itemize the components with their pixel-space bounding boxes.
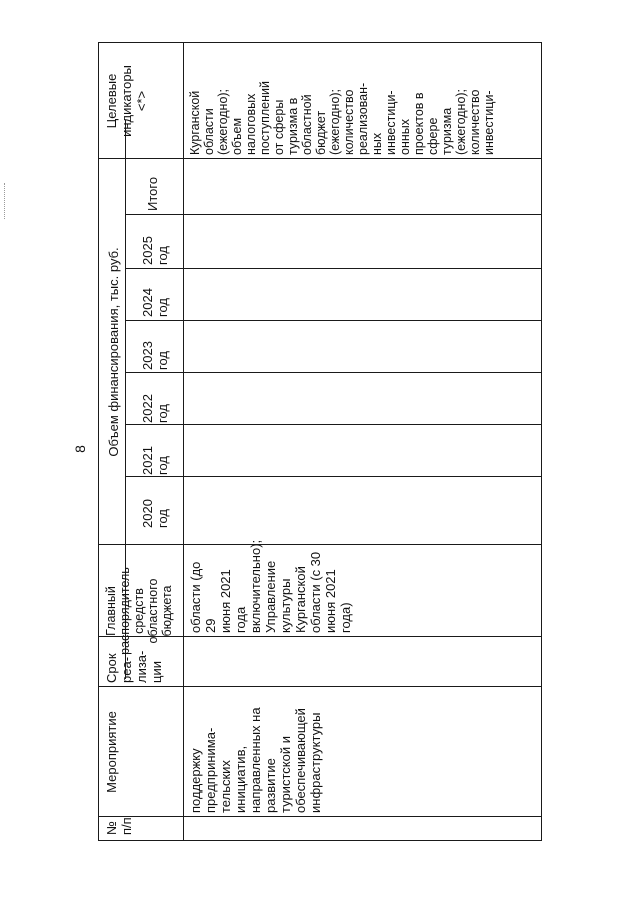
header-num: № п/п bbox=[104, 817, 134, 835]
header-year-2022: 2022 год bbox=[140, 394, 170, 423]
header-total: Итого bbox=[145, 176, 160, 211]
col-divider-2021 bbox=[125, 424, 542, 425]
row-event: поддержку предпринима- тельских инициатив, направленных на развитие туристской и обеспечивающей инфраструктуры bbox=[188, 707, 323, 813]
scan-edge-marks bbox=[4, 183, 7, 219]
col-divider-2024 bbox=[125, 268, 542, 269]
col-divider-2023 bbox=[125, 320, 542, 321]
header-indicators: Целевые индикаторы <*> bbox=[104, 65, 149, 137]
header-year-2021: 2021 год bbox=[140, 446, 170, 475]
col-divider-2020 bbox=[125, 476, 542, 477]
col-divider-2022 bbox=[125, 372, 542, 373]
col-divider-num bbox=[98, 816, 542, 817]
table-border-bottom bbox=[541, 42, 542, 841]
header-funding: Объем финансирования, тыс. руб. bbox=[106, 247, 121, 457]
page-number: 8 bbox=[72, 445, 88, 453]
col-divider-event bbox=[98, 686, 542, 687]
table-border-right bbox=[98, 42, 542, 43]
header-year-2020: 2020 год bbox=[140, 499, 170, 528]
table-border-left bbox=[98, 840, 542, 841]
col-divider-total bbox=[98, 158, 542, 159]
header-term: Срок реа- лиза- ции bbox=[104, 650, 164, 683]
row-indicators: Курганской области (ежегодно); объем налоговых поступлений от сферы туризма в областной бюджет (ежегодно); количество реализован- ных инвестици- онных проектов в сфере туризма (ежегодно); количество инвестици- bbox=[188, 81, 496, 155]
header-manager: Главный распорядитель средств областного бюджета bbox=[104, 567, 174, 655]
header-row-divider bbox=[183, 42, 184, 841]
header-year-2024: 2024 год bbox=[140, 288, 170, 317]
header-year-2023: 2023 год bbox=[140, 341, 170, 370]
header-year-2025: 2025 год bbox=[140, 236, 170, 265]
table-border-top bbox=[98, 42, 99, 841]
col-divider-2025 bbox=[125, 214, 542, 215]
header-event: Мероприятие bbox=[104, 711, 119, 793]
row-manager: области (до 29 июня 2021 года включительно); Управление культуры Курганской области (с 30 июня 2021 года) bbox=[188, 539, 353, 633]
